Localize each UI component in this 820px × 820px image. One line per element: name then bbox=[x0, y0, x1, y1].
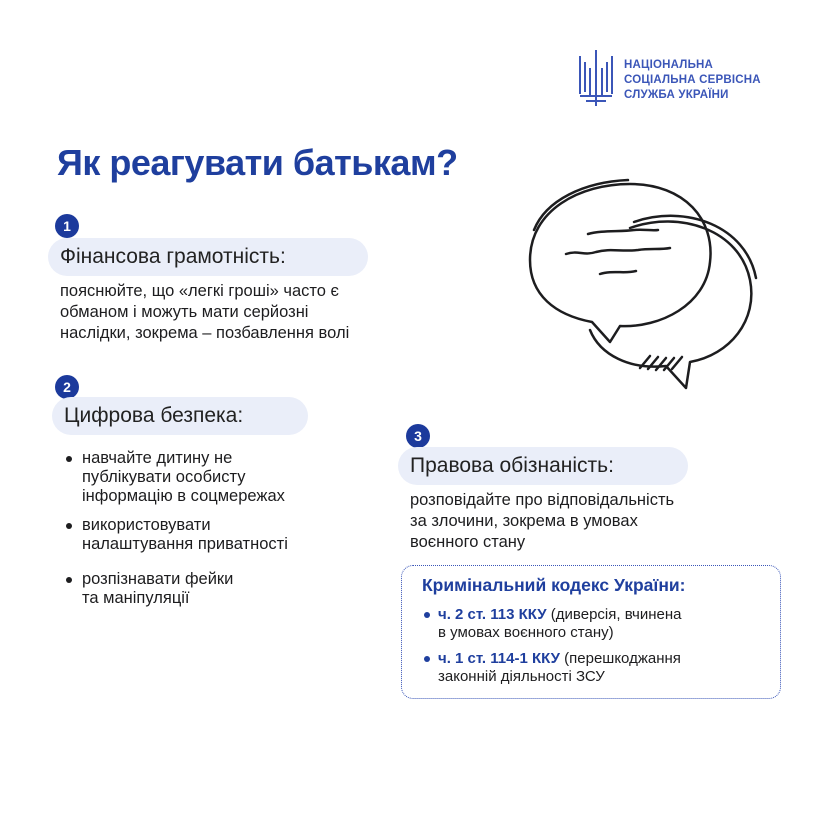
bullet-dot bbox=[66, 523, 72, 529]
section-3-line: воєнного стану bbox=[410, 533, 526, 551]
section-3-line: за злочини, зокрема в умовах bbox=[410, 512, 638, 530]
logo-line: СЛУЖБА УКРАЇНИ bbox=[624, 89, 729, 101]
section-1-line: наслідки, зокрема – позбавлення волі bbox=[60, 324, 350, 342]
list-item bbox=[64, 516, 288, 554]
list-item bbox=[64, 570, 288, 608]
list-item-line: розпізнавати фейки bbox=[82, 570, 234, 588]
list-item-line: налаштування приватності bbox=[82, 535, 288, 553]
list-item-line bbox=[438, 606, 681, 624]
section-3-line: розповідайте про відповідальність bbox=[410, 491, 675, 509]
criminal-code-list bbox=[422, 606, 681, 694]
list-item-line: публікувати особисту bbox=[82, 468, 246, 486]
trident-emblem-icon bbox=[576, 48, 616, 112]
list-item bbox=[422, 606, 681, 642]
section-1-number-badge: 1 bbox=[55, 214, 79, 238]
section-2-bullet-list bbox=[64, 449, 288, 608]
criminal-code-box bbox=[401, 565, 781, 699]
bullet-dot bbox=[424, 612, 430, 618]
list-item bbox=[64, 449, 288, 506]
section-3-number-badge: 3 bbox=[406, 424, 430, 448]
list-item bbox=[422, 650, 681, 686]
criminal-code-title: Кримінальний кодекс України: bbox=[422, 575, 686, 595]
law-reference: ч. 1 ст. 114-1 ККУ bbox=[438, 650, 560, 667]
speech-bubbles-icon bbox=[510, 170, 770, 400]
list-item-line: та маніпуляції bbox=[82, 589, 190, 607]
section-1-text bbox=[60, 281, 349, 344]
bullet-dot bbox=[66, 577, 72, 583]
section-1-line: пояснюйте, що «легкі гроші» часто є bbox=[60, 282, 339, 300]
section-3-text bbox=[410, 490, 674, 553]
list-item-line: інформацію в соцмережах bbox=[82, 487, 285, 505]
law-description: (диверсія, вчинена bbox=[546, 606, 682, 623]
page-title: Як реагувати батькам? bbox=[57, 142, 458, 183]
section-1-heading: Фінансова грамотність: bbox=[48, 238, 368, 276]
list-item-line: навчайте дитину не bbox=[82, 449, 233, 467]
section-3-heading: Правова обізнаність: bbox=[398, 447, 688, 485]
section-2-heading: Цифрова безпека: bbox=[52, 397, 308, 435]
section-2-number-badge: 2 bbox=[55, 375, 79, 399]
logo-line: НАЦІОНАЛЬНА bbox=[624, 59, 714, 71]
list-item-line: використовувати bbox=[82, 516, 211, 534]
section-1-line: обманом і можуть мати серйозні bbox=[60, 303, 309, 321]
bullet-dot bbox=[424, 656, 430, 662]
logo bbox=[576, 48, 796, 118]
bullet-dot bbox=[66, 456, 72, 462]
list-item-line: в умовах воєнного стану) bbox=[438, 624, 614, 641]
law-reference: ч. 2 ст. 113 ККУ bbox=[438, 606, 547, 623]
logo-line: СОЦІАЛЬНА СЕРВІСНА bbox=[624, 74, 761, 86]
law-description: (перешкоджання bbox=[559, 650, 681, 667]
logo-text bbox=[624, 58, 761, 103]
list-item-line: законній діяльності ЗСУ bbox=[438, 668, 605, 685]
list-item-line bbox=[438, 650, 681, 668]
